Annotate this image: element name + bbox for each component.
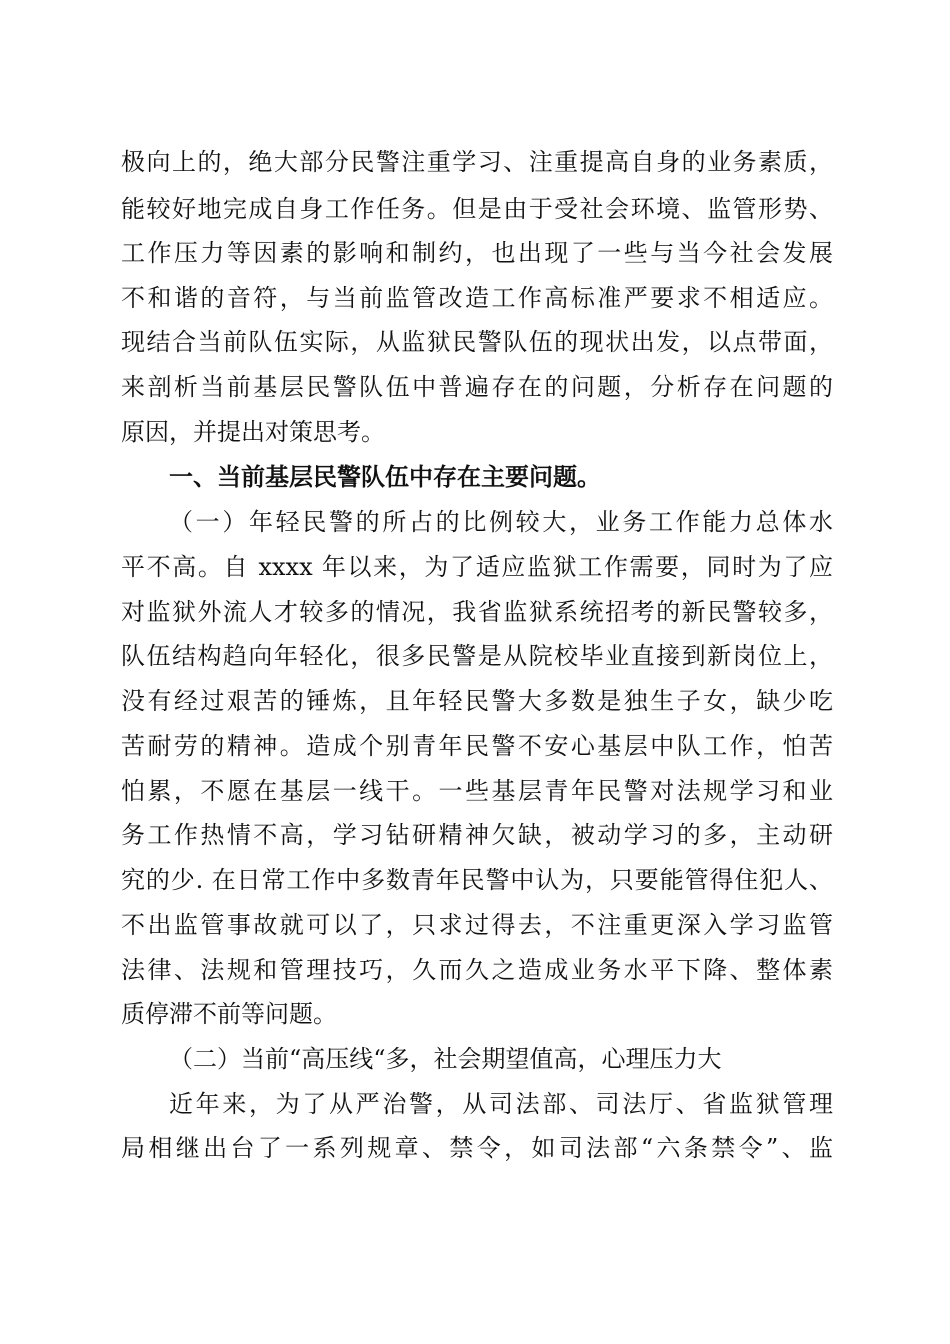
- text-line: 近年来，为了从严治警，从司法部、司法厅、省监狱管理: [169, 1090, 833, 1118]
- text-line: 对监狱外流人才较多的情况，我省监狱系统招考的新民警较多，: [121, 598, 833, 626]
- text-line: 来剖析当前基层民警队伍中普遍存在的问题，分析存在问题的: [121, 373, 833, 401]
- text-line: 工作压力等因素的影响和制约，也出现了一些与当今社会发展: [121, 239, 833, 267]
- text-line: 极向上的，绝大部分民警注重学习、注重提高自身的业务素质，: [121, 148, 833, 176]
- text-line: 务工作热情不高，学习钻研精神欠缺，被动学习的多，主动研: [121, 821, 833, 849]
- section-heading: 一、当前基层民警队伍中存在主要问题。: [169, 463, 601, 491]
- text-line: 能较好地完成自身工作任务。但是由于受社会环境、监管形势、: [121, 195, 833, 223]
- text-line: 现结合当前队伍实际，从监狱民警队伍的现状出发，以点带面，: [121, 328, 833, 356]
- text-line: 法律、法规和管理技巧，久而久之造成业务水平下降、整体素: [121, 956, 833, 984]
- text-line: 苦耐劳的精神。造成个别青年民警不安心基层中队工作，怕苦: [121, 732, 833, 760]
- text-line: 不和谐的音符，与当前监管改造工作高标准严要求不相适应。: [121, 284, 833, 312]
- subsection-heading: （一）年轻民警的所占的比例较大，业务工作能力总体水: [169, 508, 833, 536]
- text-line: 队伍结构趋向年轻化，很多民警是从院校毕业直接到新岗位上，: [121, 642, 833, 670]
- text-line: 不出监管事故就可以了，只求过得去，不注重更深入学习监管: [121, 911, 833, 939]
- text-line: 局相继出台了一系列规章、禁令，如司法部“六条禁令”、监: [121, 1134, 833, 1162]
- text-line: 怕累，不愿在基层一线干。一些基层青年民警对法规学习和业: [121, 777, 833, 805]
- subsection-heading: （二）当前“高压线“多，社会期望值高，心理压力大: [169, 1045, 722, 1073]
- text-line: 没有经过艰苦的锤炼，且年轻民警大多数是独生子女，缺少吃: [121, 687, 833, 715]
- text-line: 究的少. 在日常工作中多数青年民警中认为，只要能管得住犯人、: [121, 866, 833, 894]
- text-line: 平不高。自 xxxx 年以来，为了适应监狱工作需要，同时为了应: [121, 553, 833, 581]
- text-line: 原因，并提出对策思考。: [121, 418, 385, 446]
- text-line: 质停滞不前等问题。: [121, 1000, 337, 1028]
